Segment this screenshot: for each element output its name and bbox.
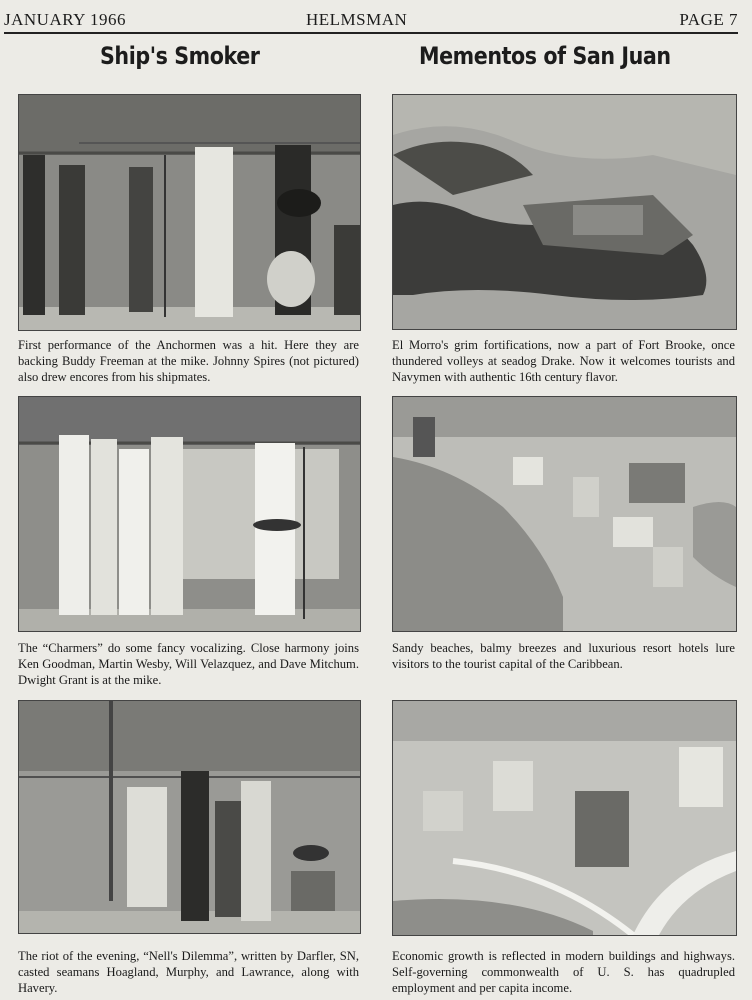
publication-name: HELMSMAN: [306, 10, 408, 29]
photo-charmers-group: [18, 396, 361, 632]
section-title-san-juan: Mementos of San Juan: [419, 42, 671, 70]
caption-city-highways: Economic growth is reflected in modern buildings and highways. Self-governing commonwealth of U. S. has quadrupled employment and per capita income.: [392, 949, 735, 995]
caption-charmers: The “Charmers” do some fancy vocalizing. Close harmony joins Ken Goodman, Martin Wesby, Will Velazquez, and Dave Mitchum. Dwight Grant is at the mike.: [18, 641, 359, 687]
photo-city-highways: [392, 700, 737, 936]
photo-el-morro: [392, 94, 737, 330]
photo-nells-dilemma: [18, 700, 361, 934]
caption-beach-hotels: Sandy beaches, balmy breezes and luxurious resort hotels lure visitors to the tourist capital of the Caribbean.: [392, 641, 735, 671]
caption-el-morro: El Morro's grim fortifications, now a part of Fort Brooke, once thundered volleys at seadog Drake. Now it welcomes tourists and Navymen with authentic 16th century flavor.: [392, 338, 735, 384]
photo-anchormen-band: [18, 94, 361, 331]
section-title-ships-smoker: Ship's Smoker: [100, 42, 260, 70]
caption-anchormen: First performance of the Anchormen was a hit. Here they are backing Buddy Freeman at the mike. Johnny Spires (not pictured) also drew encores from his shipmates.: [18, 338, 359, 384]
issue-date: JANUARY 1966: [4, 10, 127, 29]
caption-nells-dilemma: The riot of the evening, “Nell's Dilemma”, written by Darfler, SN, casted seamans Hoagland, Murphy, and Lawrance, along with Havery.: [18, 949, 359, 995]
page-number: PAGE 7: [679, 10, 738, 29]
page-header: [4, 10, 738, 34]
photo-beach-hotels: [392, 396, 737, 632]
